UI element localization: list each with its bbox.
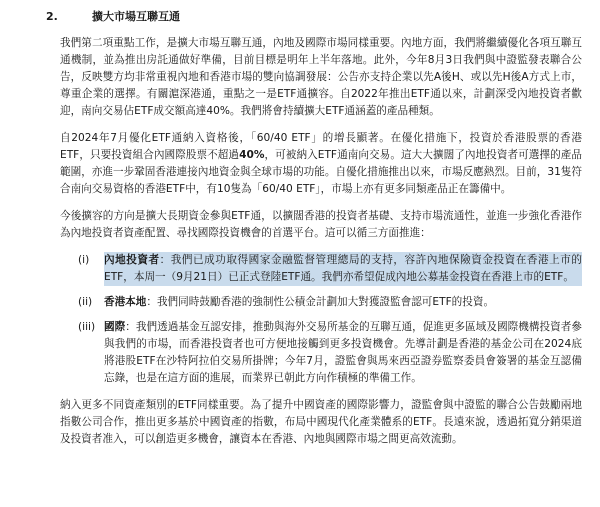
paragraph-1: 我們第二項重點工作，是擴大市場互聯互通，內地及國際市場同樣重要。內地方面，我們將繼續優化各項互聯互通機制，並為推出房託通做好準備，目前目標是明年上半年落地。此外，今年8月3日我們與中證監發表聯合公告，反映雙方均非常重視內地和香港市場的雙向協調發展：公告亦支持企業以先A後H、或以先H後A方式上市，尊重企業的選擇。有關滬深港通，重點之一是ETF通擴容。自2022年推出ETF通以來，計劃深受內地投資者歡迎，南向交易佔ETF成交額高達40%。我們將會持續擴大ETF通涵蓋的產品種類。 [60, 37, 582, 117]
measures-list [78, 252, 582, 387]
list-marker: (i) [78, 254, 90, 266]
paragraph-3: 今後擴容的方向是擴大長期資金參與ETF通，以擴闊香港的投資者基礎、支持市場流通性，並進一步強化香港作為內地投資者資產配置、尋找國際投資機會的首選平台。這可以循三方面推進： [60, 210, 582, 239]
item-text: ：我們透過基金互認安排，推動與海外交易所基金的互聯互通，促進更多區域及國際機構投資者參與我們的市場，而香港投資者也可方便地接觸到更多投資機會。先導計劃是香港的基金公司在2024底將港股ETF在沙特阿拉伯交易所掛牌；今年7月，證監會與馬來西亞證券監察委員會簽署的基金互認備忘錄，也是在這方面的進展，而業界已朝此方向作積極的準備工作。 [104, 321, 583, 384]
section-heading [46, 8, 582, 25]
list-item [78, 252, 582, 286]
item-body [104, 294, 582, 311]
item-label: 香港本地 [104, 296, 147, 308]
item-text: ：我們同時鼓勵香港的強制性公積金計劃加大對獲證監會認可ETF的投資。 [146, 296, 495, 308]
paragraph-4: 納入更多不同資產類別的ETF同樣重要。為了提升中國資產的國際影響力，證監會與中證監的聯合公告鼓勵兩地指數公司合作，推出更多基於中國資產的指數，布局中國現代化產業體系的ETF。長遠來說，透過拓寬分銷渠道及投資者准入，可以創造更多機會，讓資本在香港、內地與國際市場之間更高效流動。 [60, 399, 582, 445]
highlighted-text[interactable] [104, 252, 582, 286]
item-label: 國際 [104, 321, 126, 333]
section-title: 擴大市場互聯互通 [92, 10, 180, 23]
list-item [78, 319, 582, 387]
item-body [104, 319, 582, 387]
list-marker: (ii) [78, 296, 93, 308]
list-marker: (iii) [78, 321, 96, 333]
item-label: 內地投資者 [104, 254, 160, 266]
item-text: ：我們已成功取得國家金融監督管理總局的支持，容許內地保險資金投資在香港上市的ETF，本周一（9月21日）已正式登陸ETF通。我們亦希望促成內地公募基金投資在香港上市的ETF。 [104, 254, 583, 283]
paragraph-2-part-a: 自2024年7月優化ETF通納入資格後，「60/40 ETF」的增長顯著。在優化措施下，投資於香港股票的香港ETF，只要投資組合內國際股票不超過 [60, 132, 582, 161]
section-number: 2. [46, 10, 58, 23]
list-item [78, 294, 582, 311]
paragraph-2-part-c: ，可被納入ETF通南向交易。這大大擴闊了內地投資者可選擇的產品範圍，亦進一步鞏固香港連接內地資金與全球市場的功能。自優化措施推出以來，市場反應熱烈。目前，31隻符合南向交易資格的香港ETF中，有10隻為「60/40 ETF」，市場上亦有更多同類產品正在籌備中。 [60, 149, 582, 195]
paragraph-2 [60, 130, 582, 198]
paragraph-2-bold: 40% [239, 149, 265, 161]
